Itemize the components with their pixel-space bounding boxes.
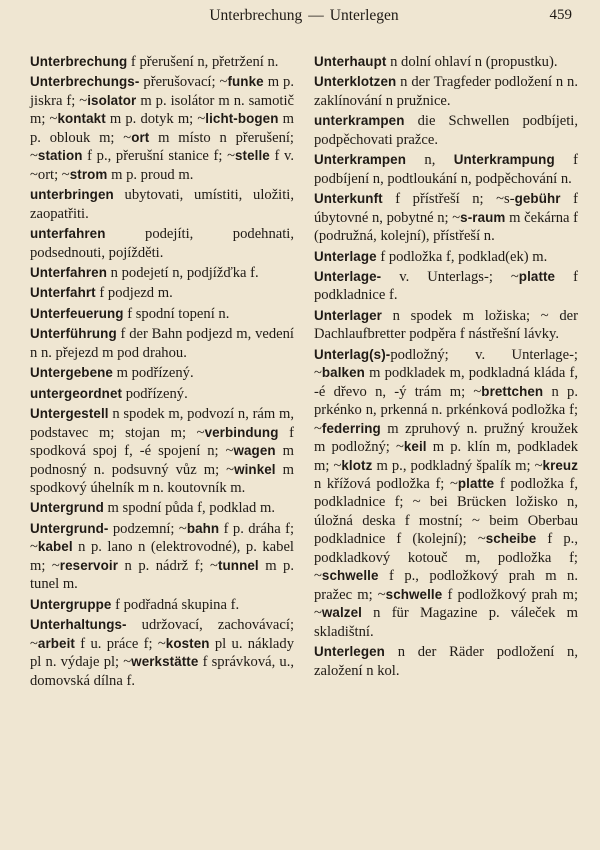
headword: ort: [131, 129, 150, 145]
dictionary-entry: [30, 264, 294, 282]
definition-text: f p., přerušní stanice f; ~: [82, 148, 235, 165]
dictionary-entry: [30, 325, 294, 362]
headword: bahn: [186, 520, 220, 536]
headword: Unterkrampen: [314, 152, 406, 168]
headword: balken: [321, 365, 365, 381]
dictionary-entry: [314, 112, 578, 149]
definition-text: f podřadná skupina f.: [111, 596, 240, 613]
headword: Unterbrechungs-: [30, 74, 140, 90]
headword: platte: [518, 268, 556, 284]
definition-text: m spodkový úhelník m n. koutovník m.: [30, 461, 295, 496]
dictionary-entry: [30, 364, 294, 382]
dictionary-entry: [30, 385, 294, 403]
dictionary-entry: [30, 499, 294, 517]
headword: licht-bogen: [205, 111, 279, 127]
dictionary-entry: [30, 225, 294, 262]
definition-text: m spodní půda f, podklad m.: [103, 500, 275, 517]
definition-text: n spodek m ložiska; ~ der Dachlaufbretter podpěra f nástřešní lávky.: [314, 307, 578, 343]
headword: Unterlager: [314, 307, 382, 323]
dictionary-entry: [30, 405, 294, 497]
headword: platte: [457, 475, 495, 491]
definition-text: n der Räder podložení n, založení n kol.: [314, 644, 578, 679]
headword: s-raum: [460, 209, 506, 225]
definition-text: m p. jiskra f; ~: [30, 74, 294, 109]
dictionary-entry: [314, 643, 578, 680]
headword: werkstätte: [131, 654, 199, 670]
definition-text: f správková, u., domovská dílna f.: [30, 654, 295, 689]
definition-text: n p. lano n (elektrovodné), p. kabel m; ~: [30, 539, 294, 574]
headword: kabel: [37, 539, 73, 555]
right-column: [314, 53, 578, 692]
headword: Untergestell: [30, 406, 109, 422]
headword: verbindung: [204, 424, 279, 440]
dictionary-entry: [314, 346, 578, 641]
headword: Unterbrechung: [30, 54, 128, 69]
headword: unterbringen: [30, 187, 114, 203]
definition-text: m p. tunel m.: [30, 557, 294, 593]
dictionary-entry: [30, 520, 294, 594]
definition-text: m p. klín m, podkladek m; ~: [314, 439, 578, 474]
definition-text: n křížová podložka f; ~: [314, 475, 458, 492]
definition-text: m čekárna f (podružná, kolejní), přístřeší n.: [314, 209, 578, 245]
headword: kosten: [165, 635, 210, 651]
dictionary-entry: [30, 596, 294, 614]
first-headword: Unterbrechung: [209, 7, 303, 24]
headword: walzel: [321, 605, 362, 621]
headword: unterfahren: [30, 226, 106, 242]
definition-text: podejíti, podehnati, podsednouti, pojížděti.: [30, 226, 294, 261]
headword: stelle: [235, 148, 270, 164]
dictionary-entry: [30, 53, 294, 71]
definition-text: podzemní; ~: [108, 520, 187, 537]
definition-text: n spodek m, podvozí n, rám m, podstavec m; stojan m; ~: [30, 406, 294, 441]
definition-text: m p. dotyk m; ~: [105, 111, 206, 128]
definition-text: n podejetí n, podjížďka f.: [107, 264, 259, 281]
headword: Unterlage-: [314, 268, 382, 284]
definition-text: n p. prkénko n, prkenná n. prkénková podložka f; ~: [314, 383, 578, 437]
headword: untergeordnet: [30, 385, 123, 401]
headword: unterkrampen: [314, 113, 405, 129]
headword: federring: [321, 420, 381, 436]
definition-text: podložný; v. Unterlage-; ~: [314, 346, 578, 382]
headword: Unterkunft: [314, 191, 383, 207]
dictionary-entry: [314, 307, 578, 344]
dictionary-entry: [30, 186, 294, 223]
headword: brettchen: [481, 383, 544, 399]
definition-text: f přerušení n, přetržení n.: [127, 54, 279, 70]
definition-text: f v. ~ort; ~: [30, 148, 294, 183]
definition-text: m p. isolátor m n. samotič m; ~: [30, 92, 295, 128]
definition-text: f spodková spoj f, -é spojení n; ~: [30, 424, 295, 460]
definition-text: m podřízený.: [112, 365, 194, 382]
definition-text: m p. proud m.: [107, 166, 194, 183]
columns: [30, 53, 578, 692]
headword: winkel: [234, 461, 276, 477]
headword: Unterführung: [30, 326, 117, 342]
definition-text: f podkladnice f.: [314, 268, 578, 304]
headword: Unterklotzen: [314, 74, 397, 90]
definition-text: f podložka f, podklad(ek) m.: [376, 248, 548, 265]
headword: Unterfahrt: [30, 285, 96, 301]
definition-text: f u. práce f; ~: [74, 635, 166, 652]
dictionary-entry: [30, 305, 294, 323]
definition-text: m podnosný n. podsuvný vůz m; ~: [30, 443, 295, 478]
headword: schwelle: [321, 568, 379, 584]
headword: station: [37, 148, 83, 164]
headword: isolator: [87, 92, 137, 108]
definition-text: n p. nádrž f; ~: [118, 557, 218, 574]
dictionary-entry: [314, 73, 578, 110]
dictionary-entry: [314, 53, 578, 71]
headword: arbeit: [37, 635, 75, 651]
headword: wagen: [233, 443, 276, 459]
definition-text: f der Bahn podjezd m, vedení n n. přejezd m pod drahou.: [30, 326, 294, 361]
left-column: [30, 53, 294, 692]
definition-text: podřízený.: [122, 385, 188, 402]
headword: tunnel: [217, 557, 259, 573]
header-separator: —: [308, 7, 324, 24]
definition-text: f p. dráha f; ~: [30, 520, 294, 556]
definition-text: n,: [406, 152, 454, 169]
definition-text: die Schwellen podbíjeti, podpěchovati pražce.: [314, 113, 578, 148]
definition-text: f podjezd m.: [95, 285, 173, 302]
dictionary-entry: [314, 151, 578, 188]
headword: gebühr: [514, 191, 561, 207]
dictionary-entry: [314, 190, 578, 245]
definition-text: n der Tragfeder podložení n n. zaklínování n pružnice.: [314, 74, 578, 109]
definition-text: m p. oblouk m; ~: [30, 111, 294, 146]
headword: Unterhaltungs-: [30, 617, 127, 633]
definition-text: přerušovací; ~: [139, 74, 228, 91]
headword: Untergruppe: [30, 596, 112, 612]
headword: keil: [403, 439, 427, 455]
definition-text: f podbíjení n, podtloukání n, podpěchování n.: [314, 152, 578, 187]
headword: Untergrund-: [30, 520, 109, 536]
headword: Unterlag(s)-: [314, 346, 391, 362]
definition-text: f přístřeší n; ~s-: [382, 191, 515, 208]
definition-text: n dolní ohlaví n (propustku).: [386, 54, 558, 70]
definition-text: f úbytovné n, pobytné n; ~: [314, 191, 578, 226]
headword: Unterfahren: [30, 264, 107, 280]
definition-text: f podložka f, podkladnice f; ~ bei Brücken ložisko n, úložná deska f mostní; ~ beim Oberbau podkladnice f (kolejní); ~: [314, 475, 578, 548]
headword: kreuz: [542, 457, 579, 473]
headword: kontakt: [57, 111, 106, 127]
definition-text: v. Unterlags-; ~: [381, 268, 519, 285]
dictionary-entry: [30, 616, 294, 690]
definition-text: pl u. náklady pl n. výdaje pl; ~: [30, 635, 294, 671]
definition-text: f p., podložkový prah m n. pražec m; ~: [314, 568, 578, 603]
dictionary-entry: [30, 284, 294, 302]
dictionary-entry: [314, 268, 578, 305]
definition-text: m podkladek m, podkladná kláda f, -é dřevo n, -ý trám m; ~: [314, 365, 578, 400]
headword: Unterhaupt: [314, 54, 387, 69]
definition-text: m zpruhový n. pružný kroužek m podložný; ~: [314, 420, 578, 456]
headword: Untergrund: [30, 500, 104, 516]
definition-text: n für Magazine p. váleček m skladištní.: [314, 605, 578, 640]
definition-text: f spodní topení n.: [123, 305, 230, 322]
running-head: [30, 7, 578, 31]
headword: Unterlage: [314, 248, 377, 264]
definition-text: ubytovati, umístiti, uložiti, zaopatřiti.: [30, 187, 294, 222]
definition-text: m místo n přerušení; ~: [30, 129, 294, 165]
definition-text: f p., podkladkový kotouč m, podložka f; ~: [314, 531, 578, 585]
headword: reservoir: [59, 557, 119, 573]
headword: scheibe: [485, 531, 537, 547]
headword: Untergebene: [30, 365, 113, 381]
definition-text: udržovací, zachovávací; ~: [30, 617, 294, 652]
headword: schwelle: [385, 586, 443, 602]
headword: klotz: [341, 457, 373, 473]
headword: funke: [227, 74, 264, 90]
dictionary-entry: [30, 73, 294, 184]
definition-text: f podložkový prah m; ~: [314, 586, 578, 622]
headword: Unterfeuerung: [30, 305, 124, 321]
headword: Unterlegen: [314, 644, 385, 660]
headword: Unterkrampung: [453, 152, 555, 168]
dictionary-entry: [314, 248, 578, 266]
page-number: 459: [549, 7, 572, 23]
last-headword: Unterlegen: [329, 7, 399, 24]
definition-text: m p., podkladný špalík m; ~: [372, 457, 543, 474]
headword: strom: [69, 166, 108, 182]
